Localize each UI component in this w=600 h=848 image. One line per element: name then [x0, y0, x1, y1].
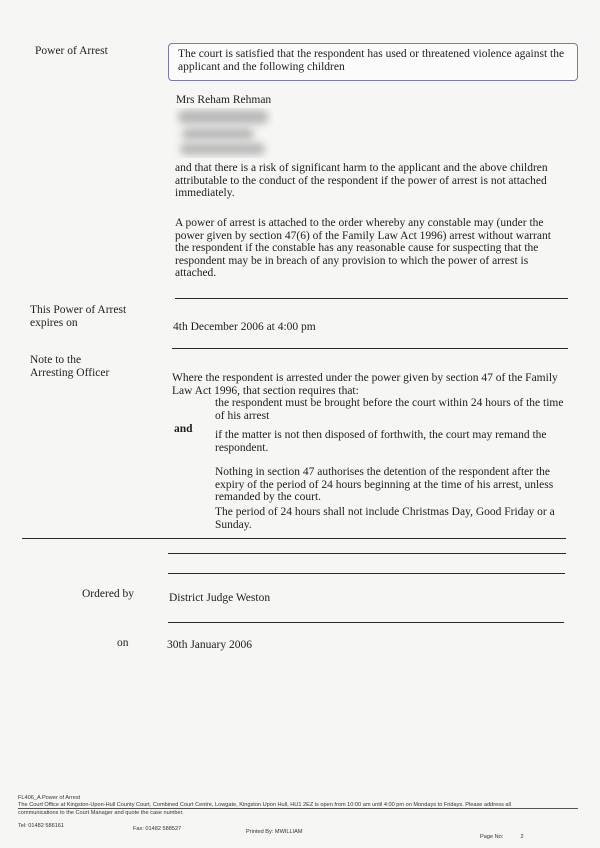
note-period: The period of 24 hours shall not include Christmas Day, Good Friday or a Sunday. — [215, 506, 555, 531]
note-detention: Nothing in section 47 authorises the detention of the respondent after the expiry of the period of 24 hours beginning at the time of his arrest, unless remanded by the court. — [215, 466, 554, 503]
ordered-by-label: Ordered by — [82, 588, 135, 600]
note-label-line1: Note to the — [30, 354, 82, 366]
footer-fax: Fax: 01482 588527 — [133, 826, 182, 832]
rule-5 — [168, 573, 565, 574]
note-requirement-1: the respondent must be brought before the court within 24 hours of the time of his arrest — [215, 397, 564, 422]
redacted-children-names — [172, 108, 274, 158]
rule-4 — [168, 553, 566, 554]
note-intro: Where the respondent is arrested under the power given by section 47 of the Family Law Act 1996, that section requires that: — [172, 372, 558, 397]
expires-value: 4th December 2006 at 4:00 pm — [173, 321, 316, 333]
and-word: and — [174, 423, 193, 435]
risk-statement: and that there is a risk of significant harm to the applicant and the above children attributable to the conduct of the respondent if the power of arrest is not attached immediately. — [175, 162, 548, 199]
respondent-name: Mrs Reham Rehman — [176, 94, 272, 106]
footer-page-no-label: Page No: — [480, 834, 504, 840]
rule-1 — [175, 298, 568, 299]
footer-office-line1: The Court Office at Kingston-Upon-Hull County Court, Combined Court Centre, Lowgate, Kingston Upon Hull, HU1 2EZ is open from 10:00 am until 4:00 pm on Mondays to Fridays. Please address all — [18, 802, 512, 808]
expires-label-line1: This Power of Arrest — [30, 304, 127, 316]
footer-tel: Tel: 01482 586161 — [18, 823, 65, 829]
on-label: on — [117, 637, 129, 649]
court-statement-box — [168, 43, 578, 81]
on-value: 30th January 2006 — [167, 639, 252, 651]
footer-form-code: FL406_A Power of Arrest — [18, 795, 81, 801]
rule-3 — [22, 538, 566, 539]
footer-page-no — [480, 834, 524, 840]
expires-label-line2: expires on — [30, 317, 78, 329]
footer-page-no-value: 2 — [520, 834, 524, 840]
expires-label — [30, 304, 126, 330]
footer-printed-by: Printed By: MWILLIAM — [246, 829, 303, 835]
ordered-by-value: District Judge Weston — [169, 592, 271, 604]
footer-office-line2: communications to the Court Manager and quote the case number. — [18, 810, 184, 816]
footer-rule — [18, 808, 578, 809]
note-label-line2: Arresting Officer — [30, 367, 110, 379]
power-attached-statement: A power of arrest is attached to the order whereby any constable may (under the power given by section 47(6) of the Family Law Act 1996) arrest without warrant the respondent if the constable has any reasonable cause for suspecting that the respondent may be in breach of any provision to which the power of arrest is attached. — [175, 217, 551, 279]
court-statement-text: The court is satisfied that the respondent has used or threatened violence against the applicant and the following children — [178, 48, 565, 73]
power-of-arrest-label: Power of Arrest — [35, 45, 108, 57]
note-requirement-2: if the matter is not then disposed of forthwith, the court may remand the respondent. — [215, 429, 547, 454]
note-label — [30, 354, 109, 380]
rule-2 — [172, 348, 568, 349]
rule-6 — [168, 622, 564, 623]
